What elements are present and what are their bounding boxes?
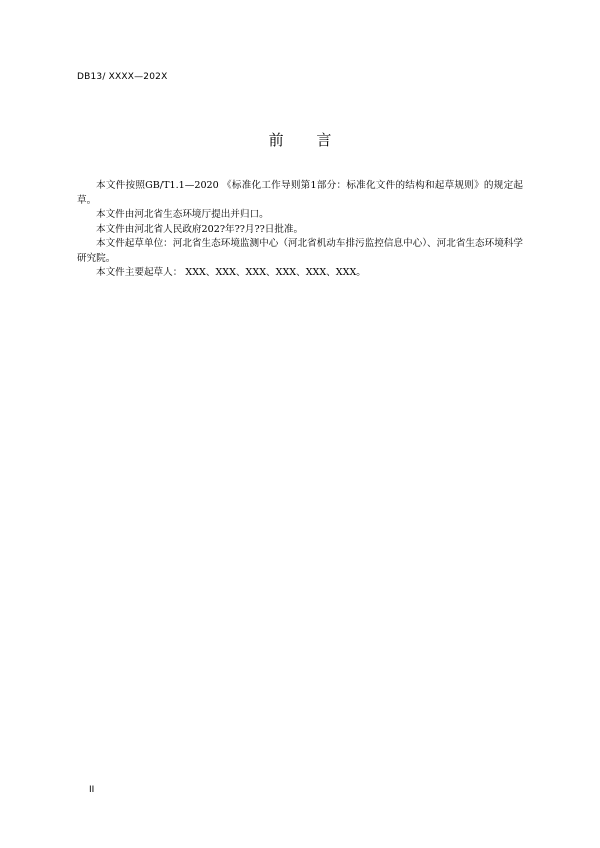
paragraph-approval: 本文件由河北省人民政府202?年??月??日批准。 [96, 223, 304, 235]
paragraph-drafting-rules: 本文件按照GB/T1.1—2020 《标准化工作导则第1部分：标准化文件的结构和起草规则》的规定起草。 [77, 180, 523, 206]
paragraph-drafting-units: 本文件起草单位：河北省生态环境监测中心（河北省机动车排污监控信息中心）、河北省生态环境科学研究院。 [77, 238, 523, 264]
page-title: 前 言 [268, 131, 346, 149]
document-code: DB13/ XXXX—202X [77, 72, 168, 82]
paragraph-proposer: 本文件由河北省生态环境厅提出并归口。 [96, 209, 269, 220]
foreword-body [77, 179, 523, 281]
paragraph-drafters: 本文件主要起草人： XXX、XXX、XXX、XXX、XXX、XXX。 [96, 267, 366, 278]
page-number: II [89, 785, 95, 795]
